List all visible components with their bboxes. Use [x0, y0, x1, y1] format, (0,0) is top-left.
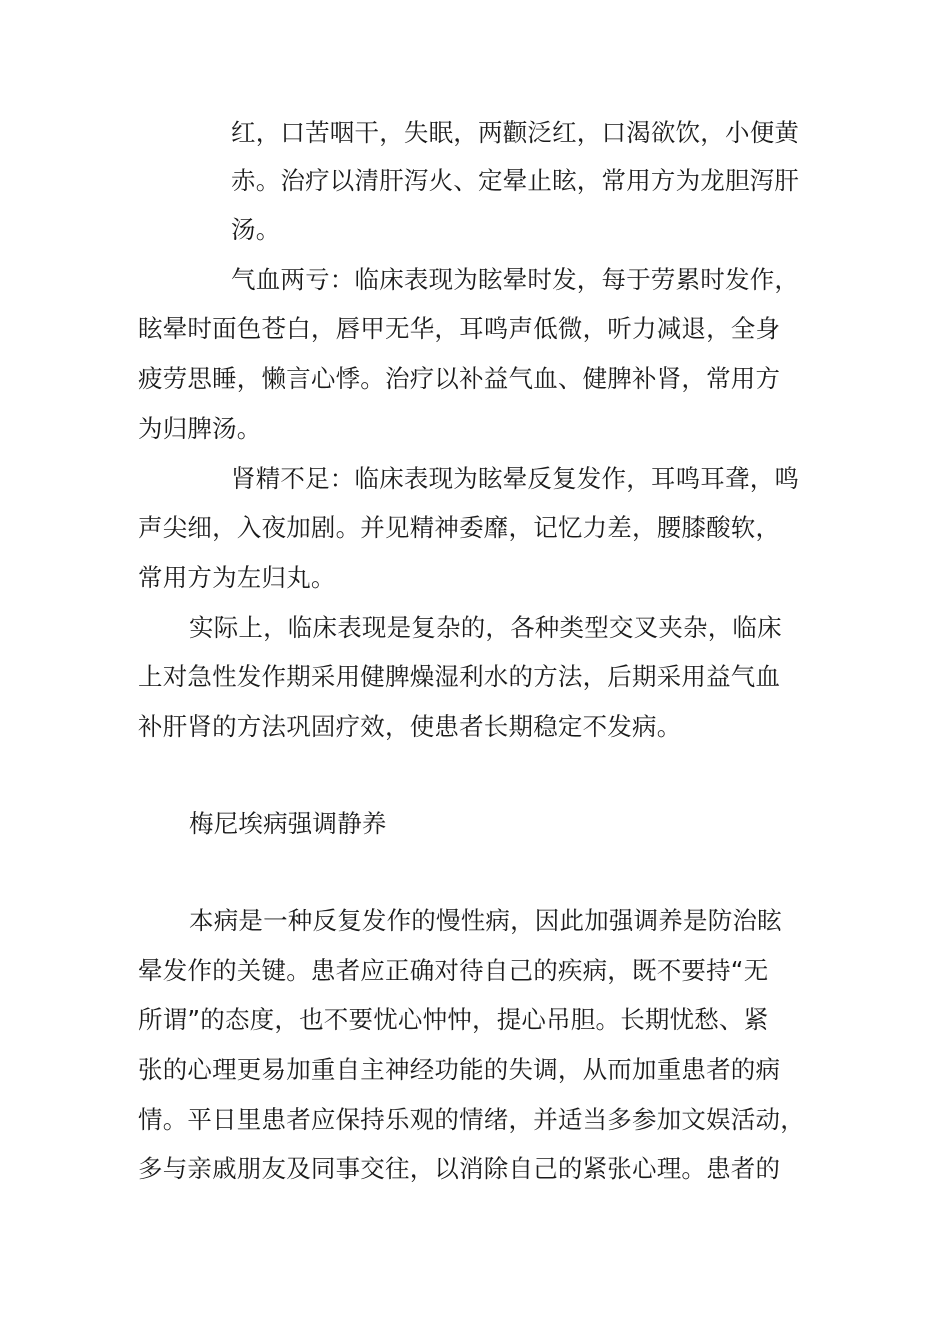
- paragraph-2-line-1: 气血两亏：临床表现为眩晕时发，每于劳累时发作，: [231, 265, 800, 294]
- section-heading: 梅尼埃病强调静养: [189, 809, 387, 838]
- paragraph-5-line-6: 多与亲戚朋友及同事交往，以消除自己的紧张心理。患者的: [138, 1154, 781, 1183]
- paragraph-5-line-3: 所谓”的态度，也不要忧心忡忡，提心吊胆。长期忧愁、紧: [138, 1005, 769, 1034]
- paragraph-3-line-3: 常用方为左归丸。: [138, 563, 336, 592]
- paragraph-1-line-3: 汤。: [231, 215, 281, 244]
- paragraph-4-line-1: 实际上，临床表现是复杂的，各种类型交叉夹杂，临床: [189, 613, 782, 642]
- paragraph-2-line-2: 眩晕时面色苍白，唇甲无华，耳鸣声低微，听力减退，全身: [138, 314, 781, 343]
- paragraph-3-line-1: 肾精不足：临床表现为眩晕反复发作，耳鸣耳聋，鸣: [231, 464, 800, 493]
- paragraph-3-line-2: 声尖细，入夜加剧。并见精神委靡，记忆力差，腰膝酸软，: [138, 513, 781, 542]
- paragraph-4-line-2: 上对急性发作期采用健脾燥湿利水的方法，后期采用益气血: [138, 662, 781, 691]
- paragraph-2-line-4: 为归脾汤。: [138, 414, 262, 443]
- paragraph-4-line-3: 补肝肾的方法巩固疗效，使患者长期稳定不发病。: [138, 712, 682, 741]
- paragraph-1-line-2: 赤。治疗以清肝泻火、定晕止眩，常用方为龙胆泻肝: [231, 166, 800, 195]
- paragraph-5-line-5: 情。平日里患者应保持乐观的情绪，并适当多参加文娱活动，: [138, 1105, 805, 1134]
- paragraph-5-line-1: 本病是一种反复发作的慢性病，因此加强调养是防治眩: [189, 906, 782, 935]
- paragraph-5-line-4: 张的心理更易加重自主神经功能的失调，从而加重患者的病: [138, 1055, 781, 1084]
- paragraph-5-line-2: 晕发作的关键。患者应正确对待自己的疾病，既不要持“无: [138, 956, 769, 985]
- paragraph-1-line-1: 红，口苦咽干，失眠，两颧泛红，口渴欲饮，小便黄: [231, 118, 800, 147]
- paragraph-2-line-3: 疲劳思睡，懒言心悸。治疗以补益气血、健脾补肾，常用方: [138, 364, 781, 393]
